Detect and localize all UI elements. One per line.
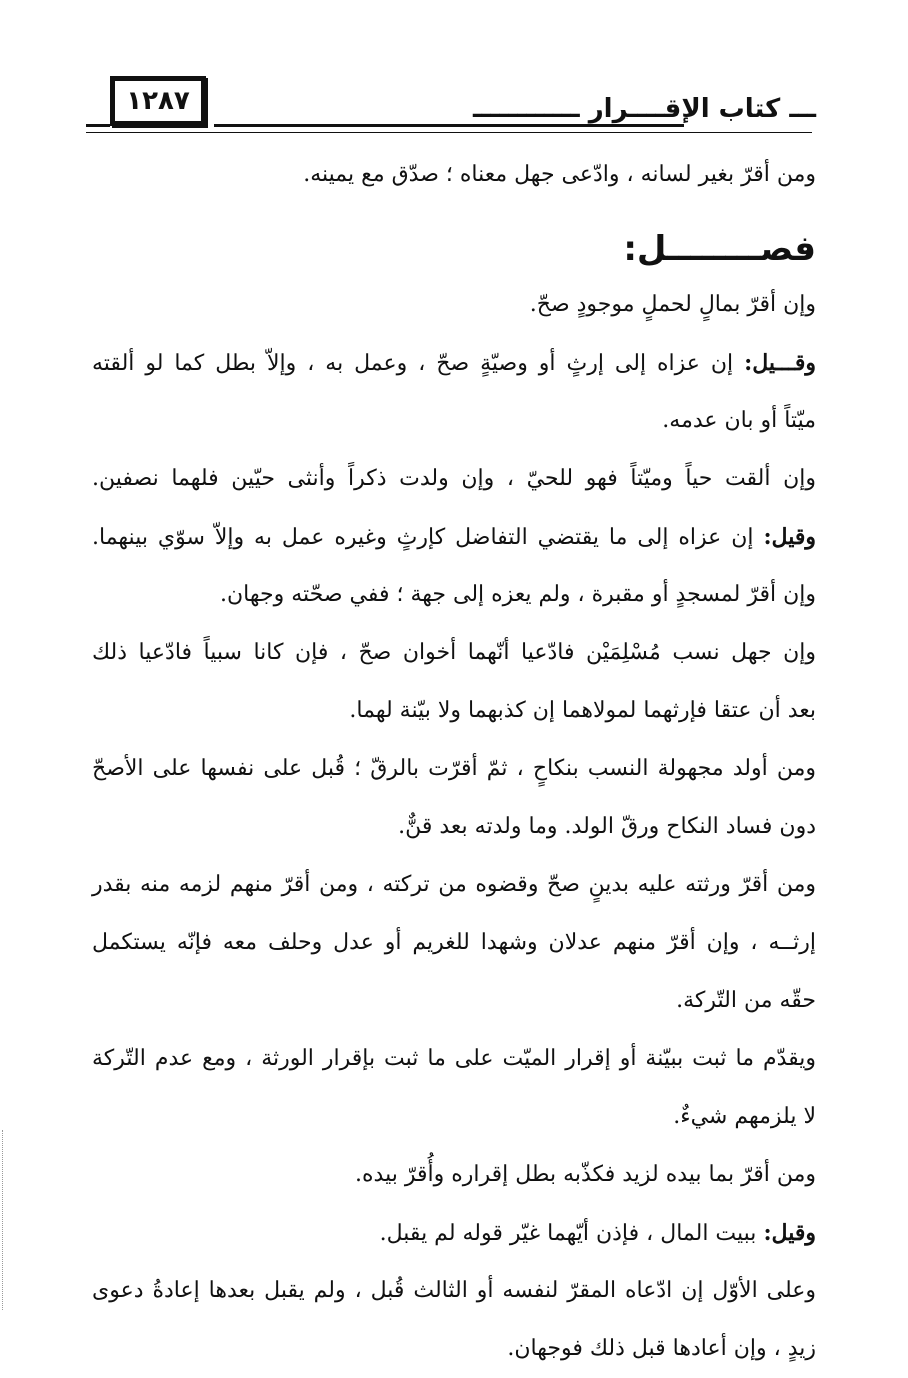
line-text: إرثــه ، وإن أقرّ منهم عدلان وشهدا للغريم أو عدل وحلف معه فإنّه يستكمل [92,930,816,955]
text-line [92,392,816,450]
line-text: ومن أقرّ ورثته عليه بدينٍ صحّ وقضوه من تركته ، ومن أقرّ منهم لزمه منه بقدر [92,872,816,897]
line-text: دون فساد النكاح ورقّ الولد. وما ولدته بعد قنٌّ. [398,814,816,839]
qila-label: وقيل: [763,524,816,550]
scan-margin-mark [2,1130,5,1310]
text-line [92,1262,816,1320]
text-line [92,1320,816,1378]
section-heading-text: فصــــــــل: [623,229,816,269]
qila-label: وقـــيل: [744,350,816,376]
line-text: وإن أقرّ بمالٍ لحملٍ موجودٍ صحّ. [529,292,816,317]
section-heading [92,204,816,276]
text-line [92,972,816,1030]
page-number-box [110,76,206,126]
page-header [86,72,816,134]
header-underline [86,132,812,133]
line-text: ومن أولد مجهولة النسب بنكاحٍ ، ثمّ أقرّت بالرقّ ؛ قُبل على نفسها على الأصحّ [92,756,816,781]
header-rule [86,124,110,127]
line-text: إن عزاه إلى إرثٍ أو وصيّةٍ صحّ ، وعمل به ، وإلاّ بطل كما لو ألقته [92,351,745,376]
text-line [92,334,816,392]
text-line [92,276,816,334]
line-text: ويقدّم ما ثبت ببيّنة أو إقرار الميّت على ما ثبت بإقرار الورثة ، ومع عدم التّركة [92,1046,816,1071]
text-line [92,740,816,798]
text-line [92,798,816,856]
text-line [92,508,816,566]
text-line [92,682,816,740]
line-text: حقّه من التّركة. [676,988,816,1013]
line-text: إن عزاه إلى ما يقتضي التفاضل كإرثٍ وغيره عمل به وإلاّ سوّي بينهما. [92,525,764,550]
book-title: ـــ كتاب الإقــــرار ــــــــــــ [467,94,816,124]
qila-label: وقيل: [763,1220,816,1246]
line-text: ومن أقرّ بغير لسانه ، وادّعى جهل معناه ؛ صدّق مع يمينه. [303,162,816,187]
text-line [92,1204,816,1262]
text-line [92,146,816,204]
text-line [92,856,816,914]
text-line [92,450,816,508]
line-text: ميّتاً أو بان عدمه. [662,408,816,433]
text-line [92,1030,816,1088]
text-line [92,914,816,972]
text-line [92,1088,816,1146]
line-text: ببيت المال ، فإذن أيّهما غيّر قوله لم يقبل. [379,1221,764,1246]
text-line [92,624,816,682]
page-body [92,146,816,1378]
line-text: ومن أقرّ بما بيده لزيد فكذّبه بطل إقراره وأُقرّ بيده. [355,1162,816,1187]
line-text: بعد أن عتقا فإرثهما لمولاهما إن كذبهما ولا بيّنة لهما. [349,698,816,723]
line-text: وإن جهل نسب مُسْلِمَيْن فادّعيا أنّهما أخوان صحّ ، فإن كانا سبياً فادّعيا ذلك [92,640,816,665]
line-text: زيدٍ ، وإن أعادها قبل ذلك فوجهان. [507,1336,816,1361]
header-rule [214,124,684,127]
line-text: وعلى الأوّل إن ادّعاه المقرّ لنفسه أو الثالث قُبل ، ولم يقبل بعدها إعادةُ دعوى [92,1278,816,1303]
text-line [92,1146,816,1204]
line-text: وإن ألقت حياً وميّتاً فهو للحيّ ، وإن ولدت ذكراً وأنثى حيّين فلهما نصفين. [92,466,816,491]
line-text: لا يلزمهم شيءٌ. [673,1104,816,1129]
text-line [92,566,816,624]
line-text: وإن أقرّ لمسجدٍ أو مقبرة ، ولم يعزه إلى جهة ؛ ففي صحّته وجهان. [220,582,816,607]
page-number: ١٢٨٧ [126,86,190,116]
